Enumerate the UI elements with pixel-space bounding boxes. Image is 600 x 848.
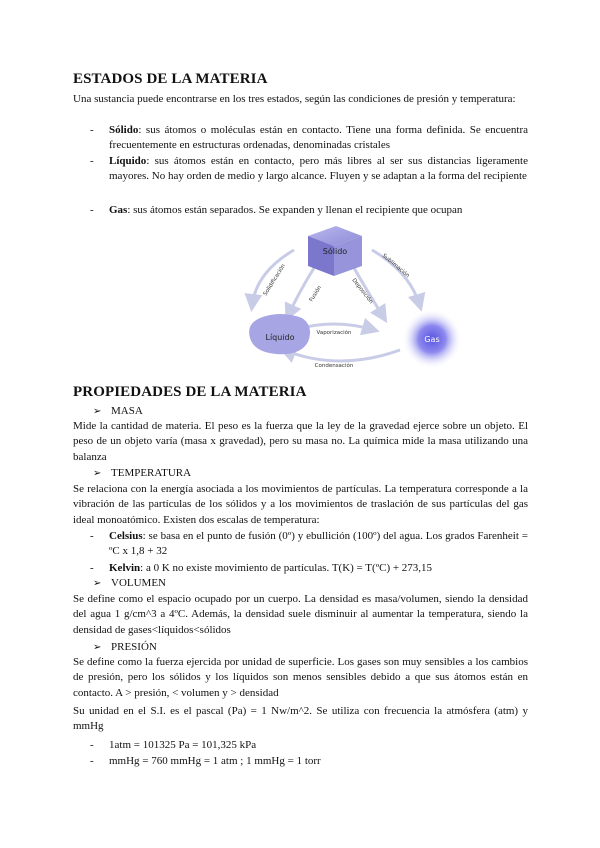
label-condensacion: Condensación — [314, 363, 354, 369]
section-title-propiedades: PROPIEDADES DE LA MATERIA — [73, 384, 307, 400]
heading-masa: ➢ MASA — [93, 405, 143, 417]
text-gas: : sus átomos están separados. Se expanden y llenan el recipiente que ocupan — [127, 204, 463, 216]
list-item-solido — [90, 123, 528, 154]
list-item-liquido — [90, 154, 528, 185]
arrow-bullet-icon: ➢ — [93, 642, 102, 653]
presion-text-2: Su unidad en el S.I. es el pascal (Pa) = 1 Nw/m^2. Se utiliza con frecuencia la atmósfera (atm) y mmHg — [73, 705, 528, 733]
solid-cube — [308, 226, 362, 276]
arrow-fusion — [288, 268, 314, 316]
label-deposicion: Deposición — [350, 277, 374, 306]
bullet-dash: - — [90, 124, 94, 136]
arrow-sublimacion — [372, 250, 420, 306]
heading-presion: ➢ PRESIÓN — [93, 641, 157, 653]
list-item-atm: - 1atm = 101325 Pa = 101,325 kPa — [109, 738, 528, 753]
label-gas: Gas — [424, 335, 440, 344]
label-liquido: Líquido — [265, 333, 295, 342]
masa-text: Mide la cantidad de materia. El peso es la fuerza que la ley de la gravedad ejerce sobre un objeto. El peso de un objeto varía (masa x gravedad), pero su masa no. La química mide la masa utilizando una balanza — [73, 420, 528, 463]
label-fusion: Fusión — [308, 284, 324, 304]
list-item-mmhg: - mmHg = 760 mmHg = 1 atm ; 1 mmHg = 1 torr — [109, 754, 528, 769]
label-solidificacion: Solidificación — [262, 263, 287, 298]
term-liquido: Líquido — [109, 155, 147, 167]
heading-volumen: ➢ VOLUMEN — [93, 577, 166, 589]
list-item-gas — [90, 203, 528, 218]
bullet-dash: - — [90, 755, 94, 767]
list-item-kelvin — [90, 561, 528, 576]
temperatura-text: Se relaciona con la energía asociada a los movimientos de partículas. La temperatura corresponde a la vibración de las partículas de los sólidos y a los movimientos de traslación de sus partículas del gas ideal monoatómico. Existen dos escalas de temperatura: — [73, 483, 528, 526]
term-kelvin: Kelvin — [109, 562, 141, 574]
presion-text-1: Se define como la fuerza ejercida por unidad de superficie. Los gases son muy sensibles a los cambios de presión, pero los sólidos y los líquidos son menos sensibles debido a que sus átomos están en contacto. A > presión, < volumen y > densidad — [73, 656, 528, 699]
arrow-deposicion — [354, 268, 384, 318]
text-solido: : sus átomos o moléculas están en contacto. Tiene una forma definida. Se encuentra frecuentemente en estructuras ordenadas, denominadas cristales — [109, 124, 528, 152]
liquid-blob — [249, 314, 310, 354]
bullet-dash: - — [90, 562, 94, 574]
volumen-text: Se define como el espacio ocupado por un cuerpo. La densidad es masa/volumen, siendo la densidad del agua 1 g/cm^3 a 4ºC. Además, la densidad suele disminuir al aumentar la temperatura, siendo la densidad de gases<líquidos<sólidos — [73, 593, 528, 636]
text-kelvin: : a 0 K no existe movimiento de partículas. T(K) = T(ºC) + 273,15 — [140, 562, 433, 574]
heading-temperatura: ➢ TEMPERATURA — [93, 467, 192, 479]
term-gas: Gas — [109, 204, 128, 216]
states-of-matter-diagram — [204, 222, 462, 374]
estados-intro: Una sustancia puede encontrarse en los tres estados, según las condiciones de presión y temperatura: — [73, 93, 516, 105]
gas-cloud — [402, 309, 462, 369]
text-liquido: : sus átomos están en contacto, pero más libres al ser sus distancias ligeramente mayores. No hay orden de medio y largo alcance. Fluyen y se adaptan a la forma del recipiente — [109, 155, 528, 183]
arrow-bullet-icon: ➢ — [93, 468, 102, 479]
section-title-estados: ESTADOS DE LA MATERIA — [73, 71, 268, 87]
bullet-dash: - — [90, 739, 94, 751]
text-celsius: : se basa en el punto de fusión (0º) y ebullición (100º) del agua. Los grados Farenheit = ºC x 1,8 + 32 — [109, 530, 528, 558]
arrow-bullet-icon: ➢ — [93, 406, 102, 417]
label-solido: Sólido — [322, 247, 348, 256]
label-vaporizacion: Vaporización — [316, 330, 352, 336]
term-celsius: Celsius — [109, 530, 143, 542]
label-sublimacion: Sublimación — [380, 252, 411, 280]
arrow-bullet-icon: ➢ — [93, 578, 102, 589]
bullet-dash: - — [90, 204, 94, 216]
list-item-celsius — [90, 529, 528, 560]
bullet-dash: - — [90, 155, 94, 167]
arrow-condensacion — [284, 350, 400, 361]
bullet-dash: - — [90, 530, 94, 542]
term-solido: Sólido — [109, 124, 139, 136]
